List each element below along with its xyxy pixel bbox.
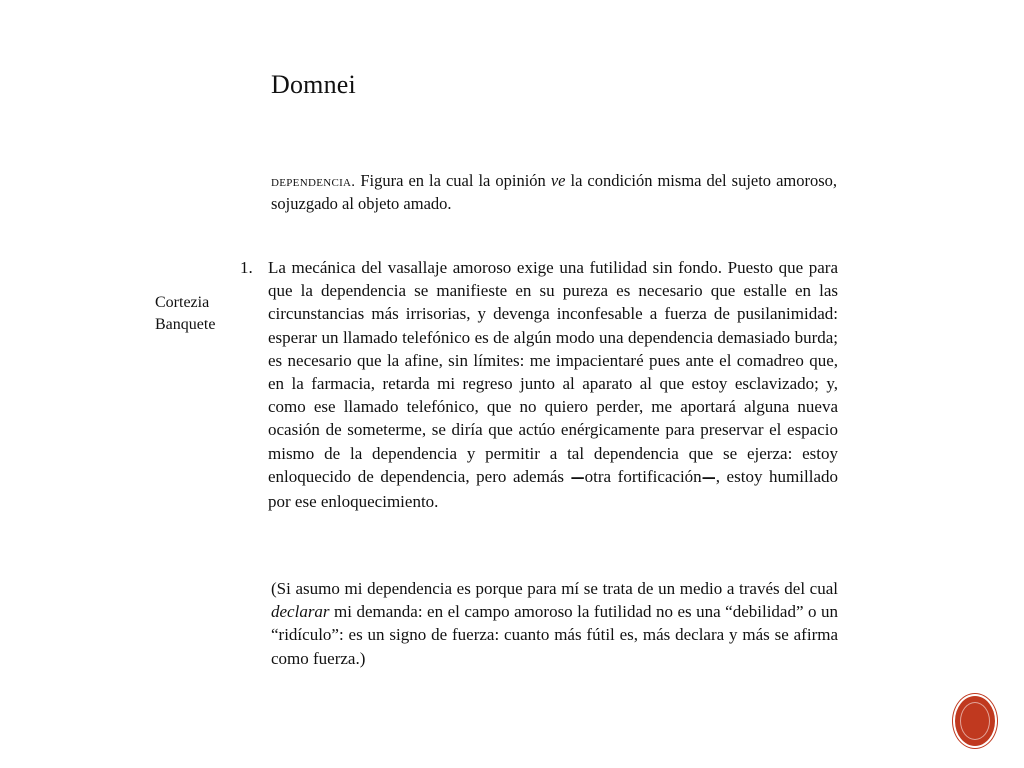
- margin-note-banquete: Banquete: [155, 316, 216, 333]
- page-title: Domnei: [271, 70, 356, 99]
- dash-open: —: [570, 469, 585, 486]
- dash-close: —: [701, 469, 716, 486]
- parenthetical-emphasis: declarar: [271, 602, 330, 622]
- slide-nav-button-ring: [960, 702, 990, 740]
- item-text-part2: , estoy humillado por ese enloquecimiento.: [268, 466, 838, 512]
- margin-note-cortezia: Cortezia: [155, 294, 210, 311]
- parenthetical-paragraph: [271, 577, 838, 670]
- item-aside: otra fortificación: [584, 466, 702, 486]
- definition-paragraph: [271, 170, 837, 215]
- definition-text-after: la condición misma del sujeto amoroso, sojuzgado al objeto amado.: [271, 171, 838, 213]
- margin-notes: [155, 292, 215, 336]
- parenthetical-before: (Si asumo mi dependencia es porque para mí se trata de un medio a través del cual: [271, 579, 838, 598]
- item-text-part1: La mecánica del vasallaje amoroso exige una futilidad sin fondo. Puesto que para que la dependencia se manifieste en su pureza es necesario que estalle en las circunstancias más irrisorias, y devenga inconfesable a fuerza de pusilanimidad: esperar un llamado telefónico es de algún modo una dependencia demasiado burda; es necesario que la afine, sin límites: me impacientaré pues ante el comadreo que, en la farmacia, retarda mi regreso junto al aparato al que estoy esclavizado; y, como ese llamado telefónico, que no quiero perder, me aportará alguna nueva ocasión de someterme, se diría que actúo enérgicamente para preservar el espacio mismo de la dependencia y permitir a tal dependencia que se ejerza: estoy enloquecido de dependencia, pero además: [268, 258, 838, 486]
- item-paragraph: [268, 256, 838, 513]
- definition-emphasis: ve: [550, 171, 566, 190]
- definition-term: dependencia.: [271, 174, 356, 190]
- parenthetical-after: mi demanda: en el campo amoroso la futilidad no es una “debilidad” o un “ridículo”: es un signo de fuerza: cuanto más fútil es, más declara y más se afirma como fuerza.): [271, 602, 839, 668]
- definition-text-before: Figura en la cual la opinión: [360, 171, 546, 190]
- item-number: 1.: [240, 258, 253, 277]
- slide-nav-button[interactable]: [955, 696, 995, 746]
